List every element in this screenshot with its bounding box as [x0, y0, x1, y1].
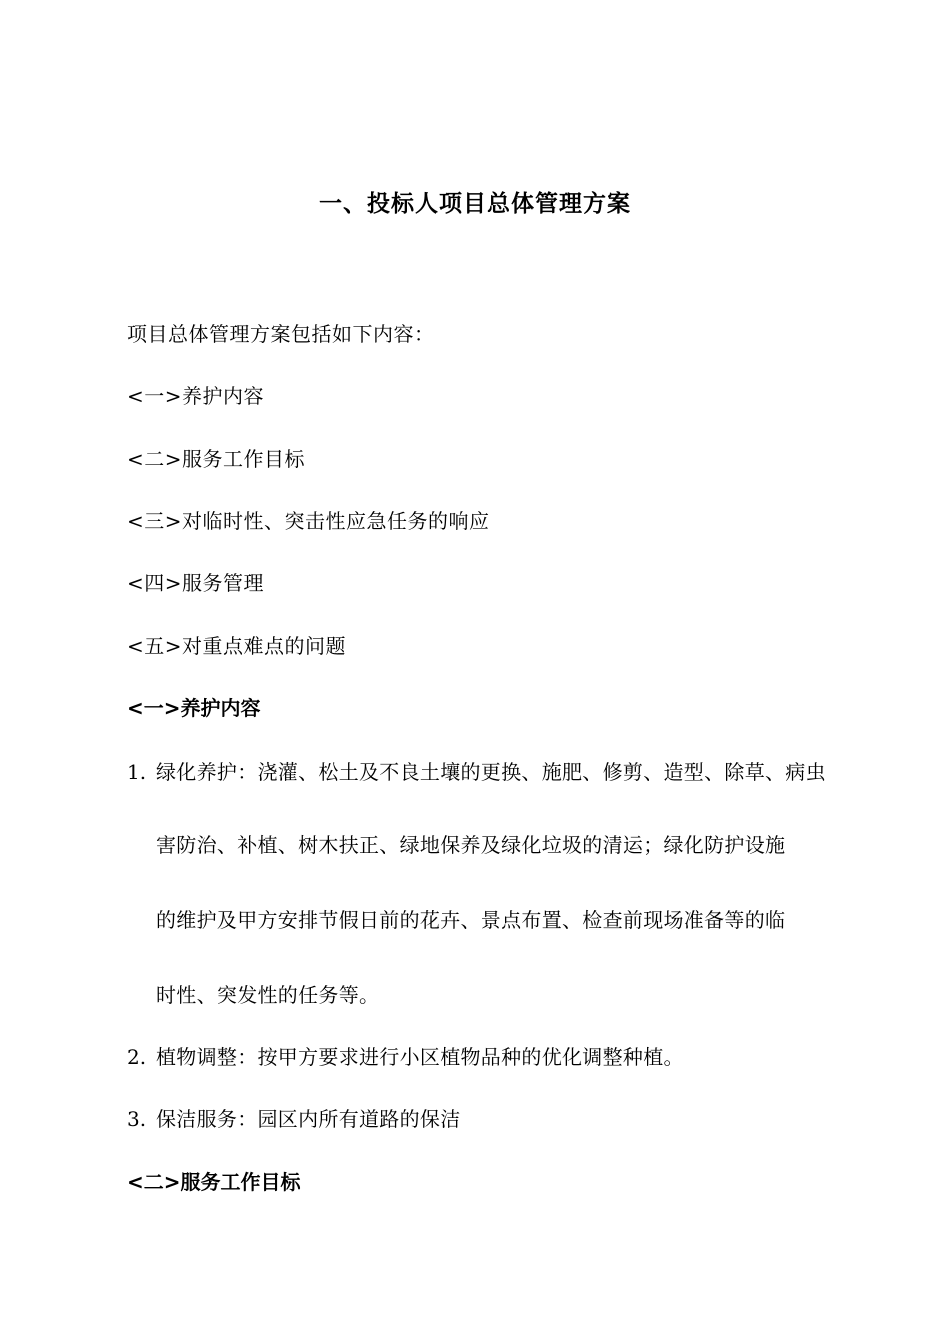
list-item-2-line-1: 植物调整：按甲方要求进行小区植物品种的优化调整种植。 — [156, 1045, 684, 1069]
list-number-2: 2. — [127, 1045, 147, 1069]
section-heading-1: <一>养护内容 — [127, 696, 261, 720]
toc-item-2: <二>服务工作目标 — [127, 447, 306, 471]
list-number-1: 1. — [127, 760, 147, 784]
list-item-1-line-3: 的维护及甲方安排节假日前的花卉、景点布置、检查前现场准备等的临 — [156, 908, 786, 932]
toc-item-4: <四>服务管理 — [127, 571, 265, 595]
toc-item-1: <一>养护内容 — [127, 384, 265, 408]
list-item-1-line-4: 时性、突发性的任务等。 — [156, 983, 380, 1007]
toc-item-5: <五>对重点难点的问题 — [127, 634, 347, 658]
list-item-1-line-2: 害防治、补植、树木扶正、绿地保养及绿化垃圾的清运；绿化防护设施 — [156, 833, 786, 857]
list-item-1-line-1: 绿化养护：浇灌、松土及不良土壤的更换、施肥、修剪、造型、除草、病虫 — [156, 760, 826, 784]
list-item-3-line-1: 保洁服务：园区内所有道路的保洁 — [156, 1107, 461, 1131]
page-title: 一、投标人项目总体管理方案 — [319, 191, 631, 217]
toc-item-3: <三>对临时性、突击性应急任务的响应 — [127, 509, 490, 533]
intro-text: 项目总体管理方案包括如下内容： — [127, 322, 435, 346]
section-heading-2: <二>服务工作目标 — [127, 1170, 301, 1194]
list-number-3: 3. — [127, 1107, 147, 1131]
